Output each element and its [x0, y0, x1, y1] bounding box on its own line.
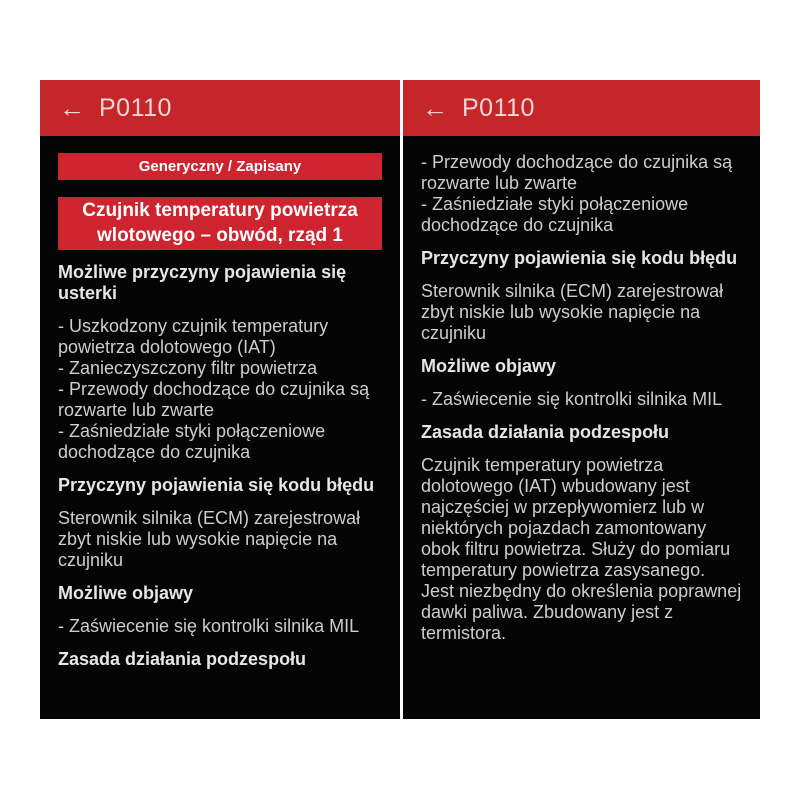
- section-heading-code-causes: Przyczyny pojawienia się kodu błędu: [58, 475, 375, 495]
- cause-item: - Przewody dochodzące do czujnika są rozwarte lub zwarte: [58, 379, 370, 420]
- cause-item: - Uszkodzony czujnik temperatury powietrza dolotowego (IAT): [58, 316, 329, 357]
- cause-item: - Przewody dochodzące do czujnika są rozwarte lub zwarte: [421, 152, 733, 193]
- section-heading-symptoms: Możliwe objawy: [58, 583, 194, 603]
- section-heading-possible-causes: Możliwe przyczyny pojawienia się usterki: [58, 262, 347, 303]
- causes-list-continued: [421, 152, 742, 236]
- cause-item: - Zanieczyszczony filtr powietrza: [58, 358, 318, 378]
- status-badge: Generyczny / Zapisany: [58, 153, 382, 180]
- code-causes-text: Sterownik silnika (ECM) zarejestrował zbyt niskie lub wysokie napięcie na czujniku: [58, 508, 361, 570]
- code-causes-text: Sterownik silnika (ECM) zarejestrował zbyt niskie lub wysokie napięcie na czujniku: [421, 281, 724, 343]
- appbar-left: [40, 80, 400, 136]
- dtc-screen-left: [40, 80, 400, 719]
- operation-description: Czujnik temperatury powietrza dolotowego (IAT) wbudowany jest najczęściej w przepływomierz lub w niektórych pojazdach zamontowany obok filtru powietrza. Służy do pomiaru temperatury powietrza zasysanego. Jest niezbędny do określenia poprawnej dawki paliwa. Zbudowany jest z termistora.: [421, 455, 742, 643]
- dtc-content-right: [403, 136, 760, 644]
- section-heading-symptoms: Możliwe objawy: [421, 356, 557, 376]
- cause-item: - Zaśniedziałe styki połączeniowe dochodzące do czujnika: [421, 194, 689, 235]
- section-heading-operation: Zasada działania podzespołu: [421, 422, 670, 442]
- symptom-item: - Zaświecenie się kontrolki silnika MIL: [58, 616, 360, 636]
- appbar-right: [403, 80, 760, 136]
- dtc-screen-right: [403, 80, 760, 719]
- causes-list: [58, 316, 382, 463]
- cause-item: - Zaśniedziałe styki połączeniowe dochodzące do czujnika: [58, 421, 326, 462]
- section-heading-code-causes: Przyczyny pojawienia się kodu błędu: [421, 248, 738, 268]
- dtc-description-box: Czujnik temperatury powietrza wlotowego – obwód, rząd 1: [58, 197, 382, 250]
- back-arrow-icon[interactable]: ←: [59, 93, 85, 123]
- back-arrow-icon[interactable]: ←: [422, 93, 448, 123]
- dtc-code-title: P0110: [99, 93, 172, 122]
- section-heading-operation: Zasada działania podzespołu: [58, 649, 307, 669]
- symptom-item: - Zaświecenie się kontrolki silnika MIL: [421, 389, 723, 409]
- dtc-code-title: P0110: [462, 93, 535, 122]
- dtc-content-left: [40, 136, 400, 670]
